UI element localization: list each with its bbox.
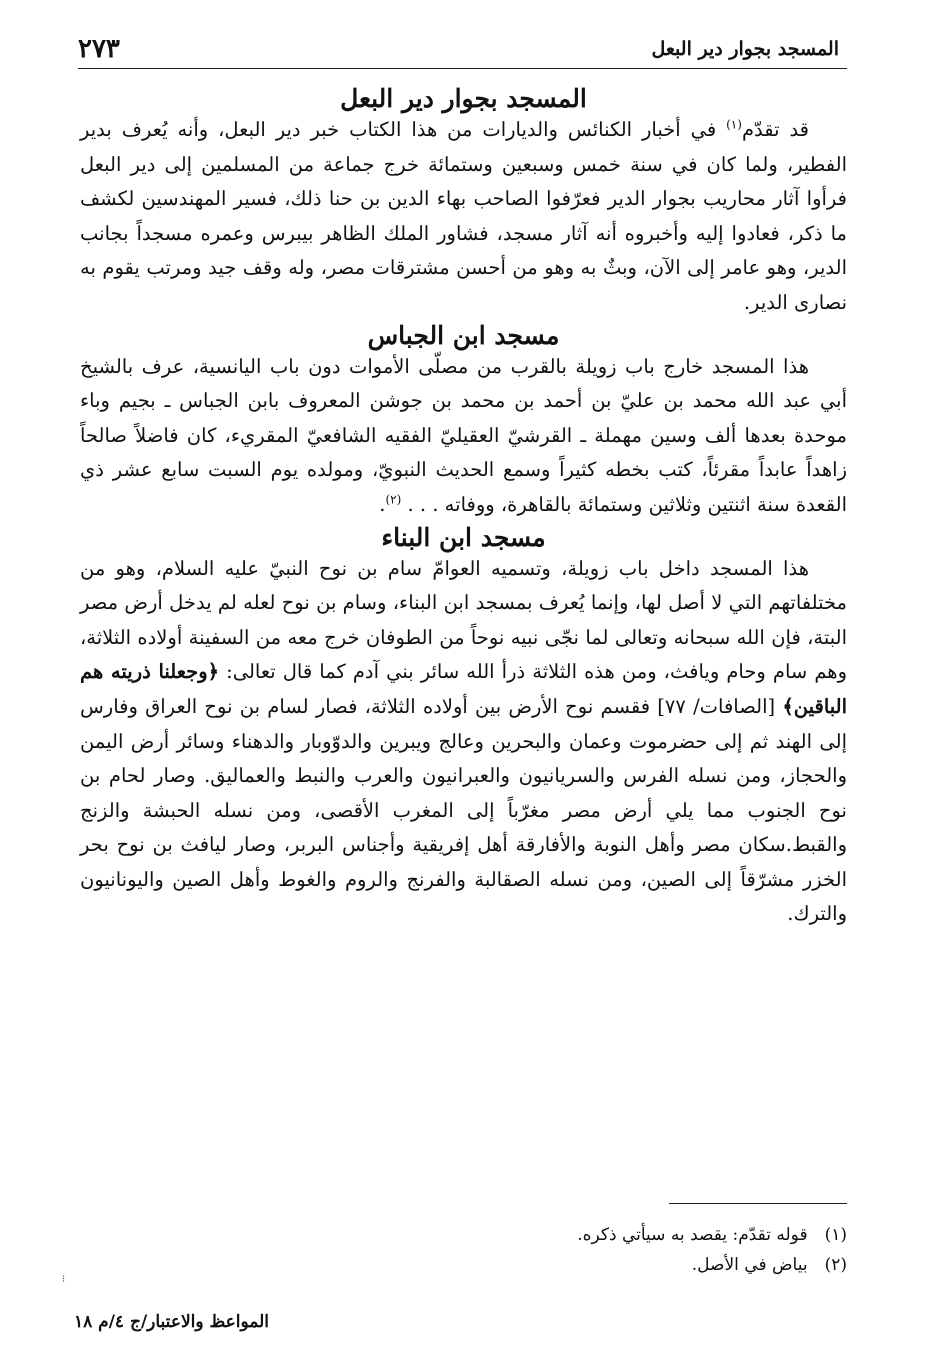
footnote-reference-2: (٢) xyxy=(385,492,402,507)
footnote-text: قوله تقدّم: يقصد به سيأتي ذكره. xyxy=(577,1225,808,1245)
footnote-divider xyxy=(669,1203,847,1204)
paragraph-ibn-al-banna xyxy=(80,552,847,933)
section-heading-ibn-al-banna: مسجد ابن البناء xyxy=(381,522,546,552)
paragraph-deir-al-baal xyxy=(80,113,847,321)
paragraph-text: قد تقدّم xyxy=(741,118,810,141)
footnote xyxy=(80,1220,847,1250)
footnote-text: بياض في الأصل. xyxy=(691,1255,808,1275)
printer-signature: المواعظ والاعتبار/ج ٤/م ١٨ xyxy=(74,1312,270,1332)
running-title: المسجد بجوار دير البعل xyxy=(651,38,839,60)
page-body xyxy=(80,84,847,932)
quran-quotation: ﴿وجعلنا ذريته هم الباقين﴾ xyxy=(80,660,848,718)
section-heading-ibn-al-jabbas: مسجد ابن الجباس xyxy=(367,320,560,350)
paragraph-text: [الصافات/ ٧٧] فقسم نوح الأرض بين أولاده الثلاثة، فصار لسام بن نوح العراق وفارس إلى الهند ثم إلى حضرموت وعمان والبحرين وعالج ويبرين والدوّوبار والدهناء وسائر أرض اليمن والحجاز، ومن نسله الفرس والسريانيون والعبرانيون والعرب والنبط والعماليق. وصار لحام بن نوح الجنوب مما يلي أرض مصر مغرّباً إلى المغرب الأقصى، ومن نسله الحبشة والزنج والقبط.سكان مصر وأهل النوبة والأفارقة أهل إفريقية وأجناس البربر، وصار ليافث بن نوح بحر الخزر مشرّقاً إلى الصين، ومن نسله الصقالبة والفرنج والروم والغوط وأهل الصين واليونانيون والترك. xyxy=(80,694,847,926)
margin-mark: ⁝ xyxy=(62,1274,66,1285)
paragraph-text: هذا المسجد خارج باب زويلة بالقرب من مصلّى الأموات دون باب اليانسية، عرف بالشيخ أبي عبد الله محمد بن عليّ بن أحمد بن محمد بن جوشن المعروف بابن الجباس ـ بجيم وباء موحدة بعدها ألف وسين مهملة ـ القرشيّ العقيليّ الفقيه الشافعيّ المقريء، كان فاضلاً صالحاً زاهداً عابداً مقرئاً، كتب بخطه كثيراً وسمع الحديث النبويّ، ومولده يوم السبت سابع عشر ذي القعدة سنة اثنتين وثلاثين وستمائة بالقاهرة، ووفاته . . . xyxy=(80,354,847,516)
footnote-number: (٢) xyxy=(824,1255,847,1275)
page-number: ٢٧٣ xyxy=(78,34,120,64)
footnote xyxy=(80,1250,847,1280)
paragraph-text: هذا المسجد داخل باب زويلة، وتسميه العوامّ سام بن نوح النبيّ عليه السلام، وهو من مختلفاتهم التي لا أصل لها، وإنما يُعرف بمسجد ابن البناء، وسام بن نوح لعله لم يدخل أرض مصر البتة، فإن الله سبحانه وتعالى لما نجّى نبيه نوحاً من الطوفان خرج معه من السفينة أولاده الثلاثة، وهم سام وحام ويافث، ومن هذه الثلاثة ذرأ الله سائر بني آدم كما قال تعالى: xyxy=(80,556,847,684)
section-heading-deir-al-baal: المسجد بجوار دير البعل xyxy=(340,84,587,113)
running-header xyxy=(78,34,847,69)
paragraph-text: . xyxy=(379,492,386,516)
paragraph-text: في أخبار الكنائس والديارات من هذا الكتاب خبر دير البعل، وأنه يُعرف بدير الفطير، ولما كان في سنة خمس وسبعين وستمائة خرج جماعة من المسلمين إلى دير البعل فرأوا آثار محاريب بجوار الدير فعرّفوا الصاحب بهاء الدين بن حنا ذلك، فسير المهندسين لكشف ما ذكر، فعادوا إليه وأخبروه أنه آثار مسجد، فشاور الملك الظاهر بيبرس وعمره مسجداً بجانب الدير، وهو عامر إلى الآن، وبثٌ به وهو من أحسن مشترقات مصر، وله وقف جيد ومرتب يقوم به نصارى الدير. xyxy=(80,118,847,314)
footnote-reference-1: (١) xyxy=(726,117,742,132)
paragraph-ibn-al-jabbas xyxy=(80,350,847,523)
footnote-number: (١) xyxy=(824,1225,847,1245)
footnotes xyxy=(80,1220,847,1280)
